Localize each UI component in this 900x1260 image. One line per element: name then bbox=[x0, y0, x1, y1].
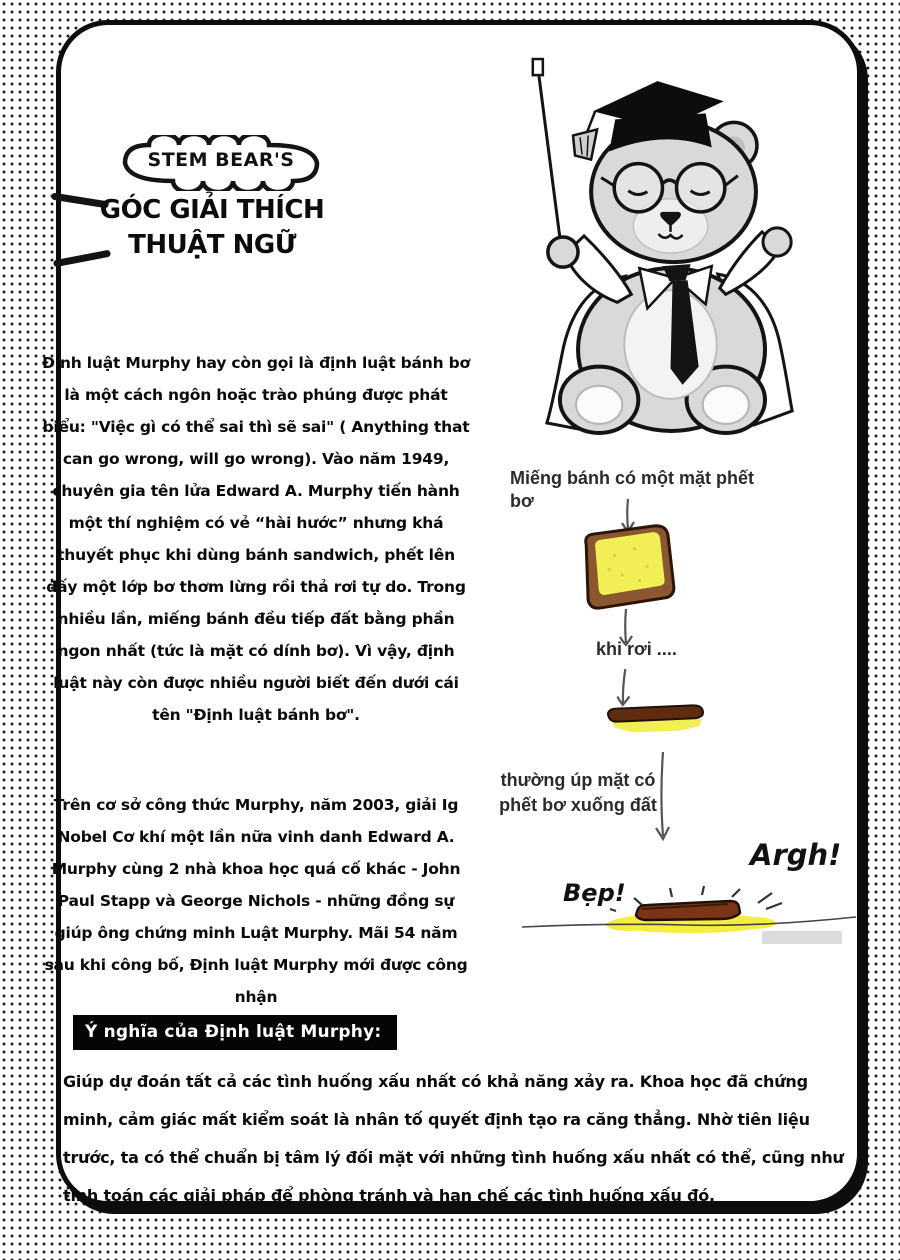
intro-paragraph-1: Định luật Murphy hay còn gọi là định luật bánh bơ là một cách ngôn hoặc trào phúng được phát biểu: "Việc gì có thể sai thì sẽ sai" ( Anything that can go wrong, will go wrong). Vào năm 1949, chuyên gia tên lửa Edward A. Murphy tiến hành một thí nghiệm có vẻ “hài hước” nhưng khá thuyết phục khi dùng bánh sandwich, phết lên đấy một lớp bơ thơm lừng rồi thả rơi tự do. Trong nhiều lần, miếng bánh đều tiếp đất bằng phần ngon nhất (tức là mặt có dính bơ). Vì vậy, định luật này còn được nhiều người biết đến dưới cái tên "Định luật bánh bơ". bbox=[42, 354, 470, 724]
comic-page bbox=[42, 20, 862, 1206]
diagram-step1-label: Miếng bánh có một mặt phết bơ bbox=[510, 468, 755, 511]
watermark bbox=[762, 931, 842, 944]
landed-toast-illustration bbox=[520, 883, 860, 937]
section-title bbox=[97, 193, 327, 263]
meaning-heading: Ý nghĩa của Định luật Murphy: bbox=[85, 1022, 382, 1042]
meaning-banner bbox=[73, 1015, 397, 1050]
stem-bear-illustration bbox=[528, 53, 806, 435]
section-title-line1: GÓC GIẢI THÍCH bbox=[99, 195, 325, 225]
diagram-step2-label: khi rơi .... bbox=[596, 639, 677, 659]
falling-toast-illustration bbox=[603, 702, 708, 736]
bep-exclamation: Bẹp! bbox=[563, 879, 626, 907]
stem-bears-badge bbox=[115, 135, 327, 191]
diagram-step3-label: thường úp mặt có phết bơ xuống đất bbox=[499, 770, 657, 815]
meaning-body: Giúp dự đoán tất cả các tình huống xấu nhất có khả năng xảy ra. Khoa học đã chứng minh, cảm giác mất kiểm soát là nhân tố quyết định tạo ra căng thẳng. Nhờ tiên liệu trước, ta có thể chuẩn bị tâm lý đối mặt với những tình huống xấu nhất có thể, cũng như tính toán các giải pháp để phòng tránh và hạn chế các tình huống xấu đó. bbox=[63, 1072, 844, 1205]
buttered-bread-illustration bbox=[576, 523, 679, 610]
argh-exclamation: Argh! bbox=[750, 838, 842, 872]
intro-paragraph-2: Trên cơ sở công thức Murphy, năm 2003, giải Ig Nobel Cơ khí một lần nữa vinh danh Edward A. Murphy cùng 2 nhà khoa học quá cố khác - John Paul Stapp và George Nichols - những đồng sự giúp ông chứng minh Luật Murphy. Mãi 54 năm sau khi công bố, Định luật Murphy mới được công nhận bbox=[44, 796, 468, 1006]
section-title-line2: THUẬT NGỮ bbox=[128, 230, 296, 260]
badge-label: STEM BEAR'S bbox=[147, 149, 295, 171]
